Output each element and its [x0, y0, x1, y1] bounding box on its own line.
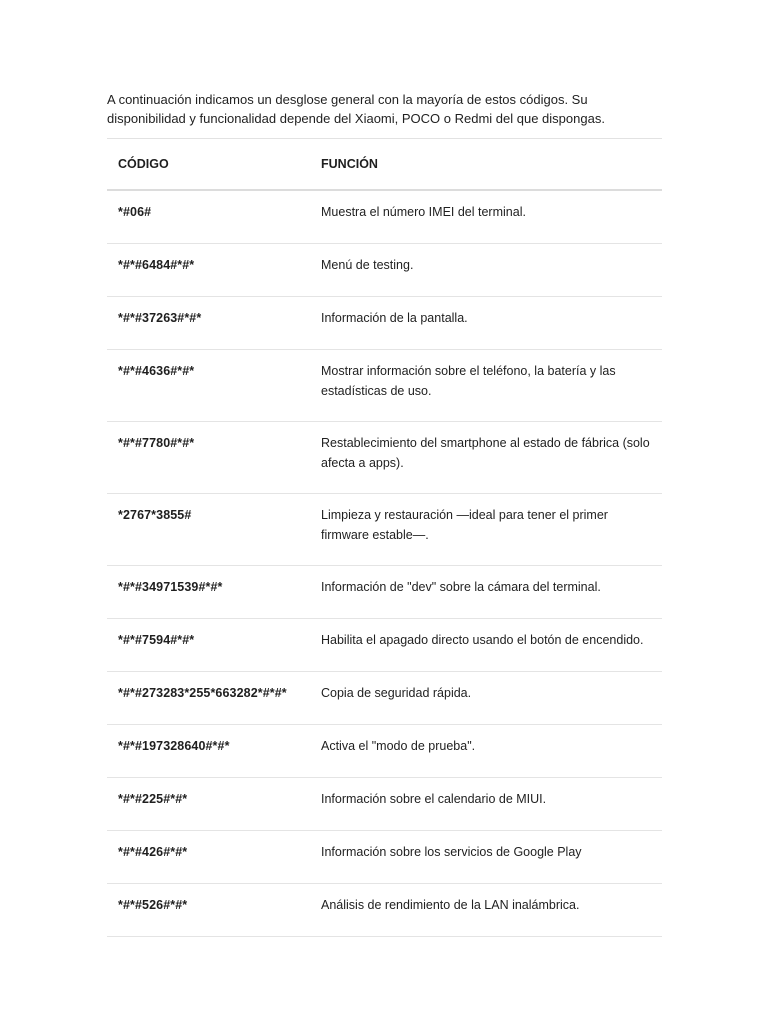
- function-cell: Análisis de rendimiento de la LAN inalámbrica.: [310, 884, 662, 937]
- function-cell: Mostrar información sobre el teléfono, la batería y las estadísticas de uso.: [310, 350, 662, 422]
- table-row: [107, 619, 662, 672]
- header-function: FUNCIÓN: [310, 139, 662, 191]
- table-row: [107, 297, 662, 350]
- function-cell: Información de la pantalla.: [310, 297, 662, 350]
- table-row: [107, 190, 662, 244]
- code-cell: *#*#526#*#*: [107, 884, 310, 937]
- code-cell: *#*#34971539#*#*: [107, 566, 310, 619]
- table-header-row: [107, 139, 662, 191]
- function-cell: Habilita el apagado directo usando el botón de encendido.: [310, 619, 662, 672]
- intro-paragraph: A continuación indicamos un desglose general con la mayoría de estos códigos. Su disponibilidad y funcionalidad depende del Xiaomi, POCO o Redmi del que dispongas.: [107, 92, 605, 126]
- table-row: [107, 350, 662, 422]
- code-cell: *#*#7594#*#*: [107, 619, 310, 672]
- code-cell: *#*#37263#*#*: [107, 297, 310, 350]
- function-cell: Información de "dev" sobre la cámara del terminal.: [310, 566, 662, 619]
- code-cell: *2767*3855#: [107, 494, 310, 566]
- table-row: [107, 494, 662, 566]
- code-cell: *#*#4636#*#*: [107, 350, 310, 422]
- code-cell: *#*#7780#*#*: [107, 422, 310, 494]
- code-cell: *#*#225#*#*: [107, 778, 310, 831]
- function-cell: Información sobre el calendario de MIUI.: [310, 778, 662, 831]
- document-page: [107, 90, 662, 937]
- code-cell: *#*#197328640#*#*: [107, 725, 310, 778]
- code-cell: *#*#426#*#*: [107, 831, 310, 884]
- table-row: [107, 566, 662, 619]
- function-cell: Restablecimiento del smartphone al estado de fábrica (solo afecta a apps).: [310, 422, 662, 494]
- function-cell: Muestra el número IMEI del terminal.: [310, 190, 662, 244]
- table-row: [107, 884, 662, 937]
- function-cell: Menú de testing.: [310, 244, 662, 297]
- table-row: [107, 778, 662, 831]
- table-row: [107, 244, 662, 297]
- function-cell: Información sobre los servicios de Google Play: [310, 831, 662, 884]
- code-cell: *#*#273283*255*663282*#*#*: [107, 672, 310, 725]
- function-cell: Limpieza y restauración —ideal para tener el primer firmware estable—.: [310, 494, 662, 566]
- table-row: [107, 831, 662, 884]
- table-row: [107, 725, 662, 778]
- table-row: [107, 672, 662, 725]
- codes-table: [107, 138, 662, 937]
- function-cell: Activa el "modo de prueba".: [310, 725, 662, 778]
- header-code: CÓDIGO: [107, 139, 310, 191]
- function-cell: Copia de seguridad rápida.: [310, 672, 662, 725]
- table-row: [107, 422, 662, 494]
- code-cell: *#06#: [107, 190, 310, 244]
- code-cell: *#*#6484#*#*: [107, 244, 310, 297]
